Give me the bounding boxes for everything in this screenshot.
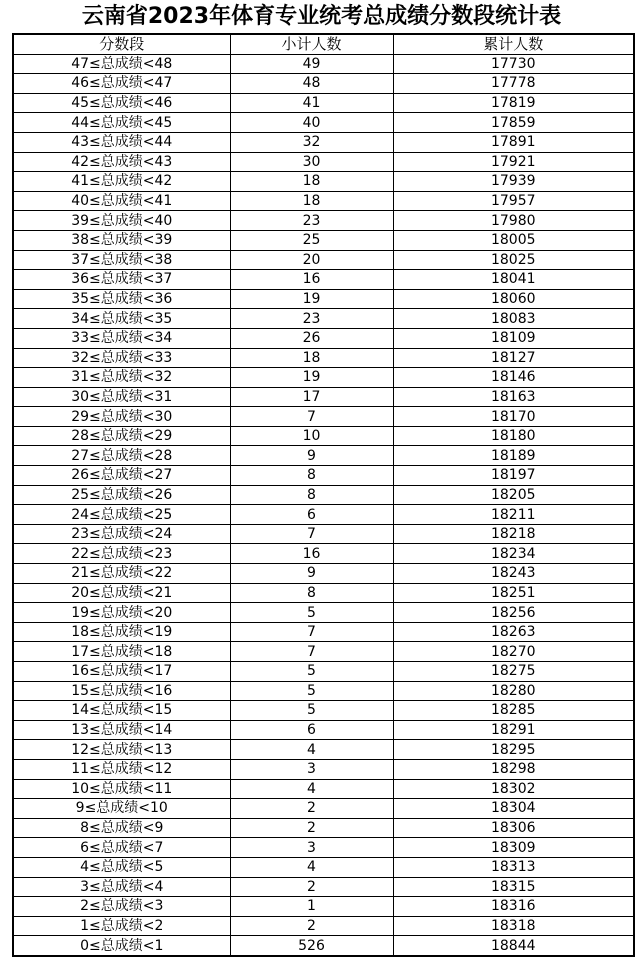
- cell-subtotal-count: 49: [230, 54, 393, 74]
- cell-score-range: 11≤总成绩<12: [13, 759, 230, 779]
- cell-cumulative-count: 18251: [393, 583, 634, 603]
- cell-subtotal-count: 6: [230, 505, 393, 525]
- cell-cumulative-count: 18306: [393, 818, 634, 838]
- cell-subtotal-count: 4: [230, 857, 393, 877]
- cell-cumulative-count: 18285: [393, 701, 634, 721]
- cell-subtotal-count: 18: [230, 191, 393, 211]
- cell-score-range: 21≤总成绩<22: [13, 564, 230, 584]
- cell-score-range: 26≤总成绩<27: [13, 466, 230, 486]
- cell-subtotal-count: 8: [230, 583, 393, 603]
- cell-score-range: 8≤总成绩<9: [13, 818, 230, 838]
- cell-cumulative-count: 18313: [393, 857, 634, 877]
- cell-score-range: 28≤总成绩<29: [13, 426, 230, 446]
- cell-subtotal-count: 8: [230, 485, 393, 505]
- cell-subtotal-count: 5: [230, 701, 393, 721]
- cell-score-range: 41≤总成绩<42: [13, 172, 230, 192]
- cell-score-range: 44≤总成绩<45: [13, 113, 230, 133]
- table-row: [13, 74, 634, 94]
- table-row: [13, 211, 634, 231]
- cell-cumulative-count: 18127: [393, 348, 634, 368]
- cell-score-range: 23≤总成绩<24: [13, 524, 230, 544]
- cell-subtotal-count: 2: [230, 818, 393, 838]
- table-row: [13, 720, 634, 740]
- table-row: [13, 250, 634, 270]
- table-row: [13, 916, 634, 936]
- column-header-cumulative: 累计人数: [393, 34, 634, 54]
- cell-score-range: 42≤总成绩<43: [13, 152, 230, 172]
- cell-subtotal-count: 18: [230, 172, 393, 192]
- cell-cumulative-count: 17819: [393, 93, 634, 113]
- table-row: [13, 936, 634, 956]
- cell-subtotal-count: 9: [230, 564, 393, 584]
- cell-subtotal-count: 526: [230, 936, 393, 956]
- table-row: [13, 466, 634, 486]
- table-row: [13, 799, 634, 819]
- cell-score-range: 39≤总成绩<40: [13, 211, 230, 231]
- cell-subtotal-count: 23: [230, 309, 393, 329]
- table-row: [13, 642, 634, 662]
- cell-cumulative-count: 18234: [393, 544, 634, 564]
- table-row: [13, 759, 634, 779]
- table-row: [13, 113, 634, 133]
- cell-score-range: 30≤总成绩<31: [13, 387, 230, 407]
- cell-cumulative-count: 18295: [393, 740, 634, 760]
- cell-cumulative-count: 17891: [393, 132, 634, 152]
- cell-cumulative-count: 18005: [393, 230, 634, 250]
- cell-score-range: 9≤总成绩<10: [13, 799, 230, 819]
- table-row: [13, 583, 634, 603]
- cell-score-range: 27≤总成绩<28: [13, 446, 230, 466]
- table-row: [13, 348, 634, 368]
- cell-score-range: 6≤总成绩<7: [13, 838, 230, 858]
- cell-score-range: 15≤总成绩<16: [13, 681, 230, 701]
- cell-cumulative-count: 18180: [393, 426, 634, 446]
- table-row: [13, 897, 634, 917]
- cell-subtotal-count: 2: [230, 916, 393, 936]
- table-body: [13, 54, 634, 956]
- cell-score-range: 22≤总成绩<23: [13, 544, 230, 564]
- table-row: [13, 93, 634, 113]
- cell-cumulative-count: 18309: [393, 838, 634, 858]
- cell-subtotal-count: 18: [230, 348, 393, 368]
- table-row: [13, 838, 634, 858]
- cell-cumulative-count: 18197: [393, 466, 634, 486]
- table-row: [13, 857, 634, 877]
- cell-score-range: 35≤总成绩<36: [13, 289, 230, 309]
- table-row: [13, 328, 634, 348]
- cell-score-range: 3≤总成绩<4: [13, 877, 230, 897]
- cell-cumulative-count: 17939: [393, 172, 634, 192]
- cell-subtotal-count: 23: [230, 211, 393, 231]
- cell-score-range: 29≤总成绩<30: [13, 407, 230, 427]
- cell-score-range: 17≤总成绩<18: [13, 642, 230, 662]
- cell-score-range: 10≤总成绩<11: [13, 779, 230, 799]
- cell-subtotal-count: 26: [230, 328, 393, 348]
- cell-subtotal-count: 32: [230, 132, 393, 152]
- table-header-row: [13, 34, 634, 54]
- cell-cumulative-count: 17980: [393, 211, 634, 231]
- table-row: [13, 191, 634, 211]
- cell-cumulative-count: 18275: [393, 662, 634, 682]
- cell-cumulative-count: 17859: [393, 113, 634, 133]
- cell-subtotal-count: 19: [230, 368, 393, 388]
- cell-cumulative-count: 18318: [393, 916, 634, 936]
- cell-subtotal-count: 5: [230, 662, 393, 682]
- table-row: [13, 270, 634, 290]
- cell-subtotal-count: 8: [230, 466, 393, 486]
- table-row: [13, 662, 634, 682]
- table-row: [13, 387, 634, 407]
- cell-cumulative-count: 18041: [393, 270, 634, 290]
- cell-score-range: 20≤总成绩<21: [13, 583, 230, 603]
- cell-score-range: 2≤总成绩<3: [13, 897, 230, 917]
- table-row: [13, 172, 634, 192]
- cell-score-range: 19≤总成绩<20: [13, 603, 230, 623]
- cell-cumulative-count: 18146: [393, 368, 634, 388]
- cell-subtotal-count: 48: [230, 74, 393, 94]
- cell-cumulative-count: 18025: [393, 250, 634, 270]
- cell-subtotal-count: 4: [230, 779, 393, 799]
- table-row: [13, 407, 634, 427]
- cell-subtotal-count: 3: [230, 838, 393, 858]
- cell-score-range: 18≤总成绩<19: [13, 622, 230, 642]
- table-row: [13, 603, 634, 623]
- cell-subtotal-count: 25: [230, 230, 393, 250]
- cell-subtotal-count: 17: [230, 387, 393, 407]
- cell-cumulative-count: 18298: [393, 759, 634, 779]
- table-row: [13, 622, 634, 642]
- cell-score-range: 4≤总成绩<5: [13, 857, 230, 877]
- cell-subtotal-count: 41: [230, 93, 393, 113]
- cell-cumulative-count: 18163: [393, 387, 634, 407]
- cell-cumulative-count: 18109: [393, 328, 634, 348]
- cell-score-range: 14≤总成绩<15: [13, 701, 230, 721]
- cell-subtotal-count: 2: [230, 799, 393, 819]
- cell-cumulative-count: 18291: [393, 720, 634, 740]
- table-row: [13, 132, 634, 152]
- cell-cumulative-count: 18211: [393, 505, 634, 525]
- cell-cumulative-count: 18844: [393, 936, 634, 956]
- cell-score-range: 37≤总成绩<38: [13, 250, 230, 270]
- cell-subtotal-count: 7: [230, 407, 393, 427]
- cell-score-range: 16≤总成绩<17: [13, 662, 230, 682]
- cell-subtotal-count: 2: [230, 877, 393, 897]
- table-row: [13, 426, 634, 446]
- cell-cumulative-count: 18263: [393, 622, 634, 642]
- table-row: [13, 877, 634, 897]
- table-row: [13, 152, 634, 172]
- cell-cumulative-count: 18304: [393, 799, 634, 819]
- cell-cumulative-count: 18083: [393, 309, 634, 329]
- table-row: [13, 564, 634, 584]
- cell-score-range: 12≤总成绩<13: [13, 740, 230, 760]
- cell-subtotal-count: 6: [230, 720, 393, 740]
- cell-subtotal-count: 16: [230, 544, 393, 564]
- cell-subtotal-count: 3: [230, 759, 393, 779]
- cell-cumulative-count: 18243: [393, 564, 634, 584]
- cell-subtotal-count: 7: [230, 642, 393, 662]
- cell-subtotal-count: 1: [230, 897, 393, 917]
- column-header-count: 小计人数: [230, 34, 393, 54]
- cell-score-range: 46≤总成绩<47: [13, 74, 230, 94]
- cell-cumulative-count: 18302: [393, 779, 634, 799]
- cell-cumulative-count: 17957: [393, 191, 634, 211]
- cell-score-range: 1≤总成绩<2: [13, 916, 230, 936]
- cell-cumulative-count: 18060: [393, 289, 634, 309]
- cell-score-range: 0≤总成绩<1: [13, 936, 230, 956]
- cell-cumulative-count: 18189: [393, 446, 634, 466]
- cell-cumulative-count: 18270: [393, 642, 634, 662]
- table-row: [13, 368, 634, 388]
- cell-score-range: 40≤总成绩<41: [13, 191, 230, 211]
- table-row: [13, 54, 634, 74]
- cell-cumulative-count: 17730: [393, 54, 634, 74]
- cell-score-range: 25≤总成绩<26: [13, 485, 230, 505]
- table-row: [13, 230, 634, 250]
- column-header-range: 分数段: [13, 34, 230, 54]
- table-row: [13, 289, 634, 309]
- table-row: [13, 779, 634, 799]
- cell-subtotal-count: 16: [230, 270, 393, 290]
- cell-subtotal-count: 4: [230, 740, 393, 760]
- cell-score-range: 38≤总成绩<39: [13, 230, 230, 250]
- cell-score-range: 45≤总成绩<46: [13, 93, 230, 113]
- cell-cumulative-count: 18218: [393, 524, 634, 544]
- cell-subtotal-count: 7: [230, 622, 393, 642]
- cell-subtotal-count: 20: [230, 250, 393, 270]
- cell-cumulative-count: 17778: [393, 74, 634, 94]
- cell-subtotal-count: 19: [230, 289, 393, 309]
- cell-cumulative-count: 18205: [393, 485, 634, 505]
- table-row: [13, 309, 634, 329]
- cell-score-range: 32≤总成绩<33: [13, 348, 230, 368]
- cell-cumulative-count: 18170: [393, 407, 634, 427]
- table-row: [13, 681, 634, 701]
- cell-cumulative-count: 18256: [393, 603, 634, 623]
- cell-subtotal-count: 30: [230, 152, 393, 172]
- cell-cumulative-count: 18316: [393, 897, 634, 917]
- cell-score-range: 47≤总成绩<48: [13, 54, 230, 74]
- cell-subtotal-count: 9: [230, 446, 393, 466]
- table-row: [13, 818, 634, 838]
- table-row: [13, 485, 634, 505]
- cell-score-range: 33≤总成绩<34: [13, 328, 230, 348]
- cell-cumulative-count: 18315: [393, 877, 634, 897]
- table-row: [13, 701, 634, 721]
- table-row: [13, 524, 634, 544]
- cell-score-range: 34≤总成绩<35: [13, 309, 230, 329]
- cell-cumulative-count: 18280: [393, 681, 634, 701]
- cell-subtotal-count: 5: [230, 603, 393, 623]
- cell-subtotal-count: 5: [230, 681, 393, 701]
- cell-subtotal-count: 40: [230, 113, 393, 133]
- cell-subtotal-count: 7: [230, 524, 393, 544]
- table-row: [13, 505, 634, 525]
- cell-score-range: 43≤总成绩<44: [13, 132, 230, 152]
- table-row: [13, 446, 634, 466]
- page-title: 云南省2023年体育专业统考总成绩分数段统计表: [81, 4, 562, 29]
- table-row: [13, 740, 634, 760]
- score-distribution-table: [12, 33, 635, 957]
- cell-score-range: 24≤总成绩<25: [13, 505, 230, 525]
- cell-score-range: 36≤总成绩<37: [13, 270, 230, 290]
- cell-subtotal-count: 10: [230, 426, 393, 446]
- cell-score-range: 13≤总成绩<14: [13, 720, 230, 740]
- cell-score-range: 31≤总成绩<32: [13, 368, 230, 388]
- cell-cumulative-count: 17921: [393, 152, 634, 172]
- table-row: [13, 544, 634, 564]
